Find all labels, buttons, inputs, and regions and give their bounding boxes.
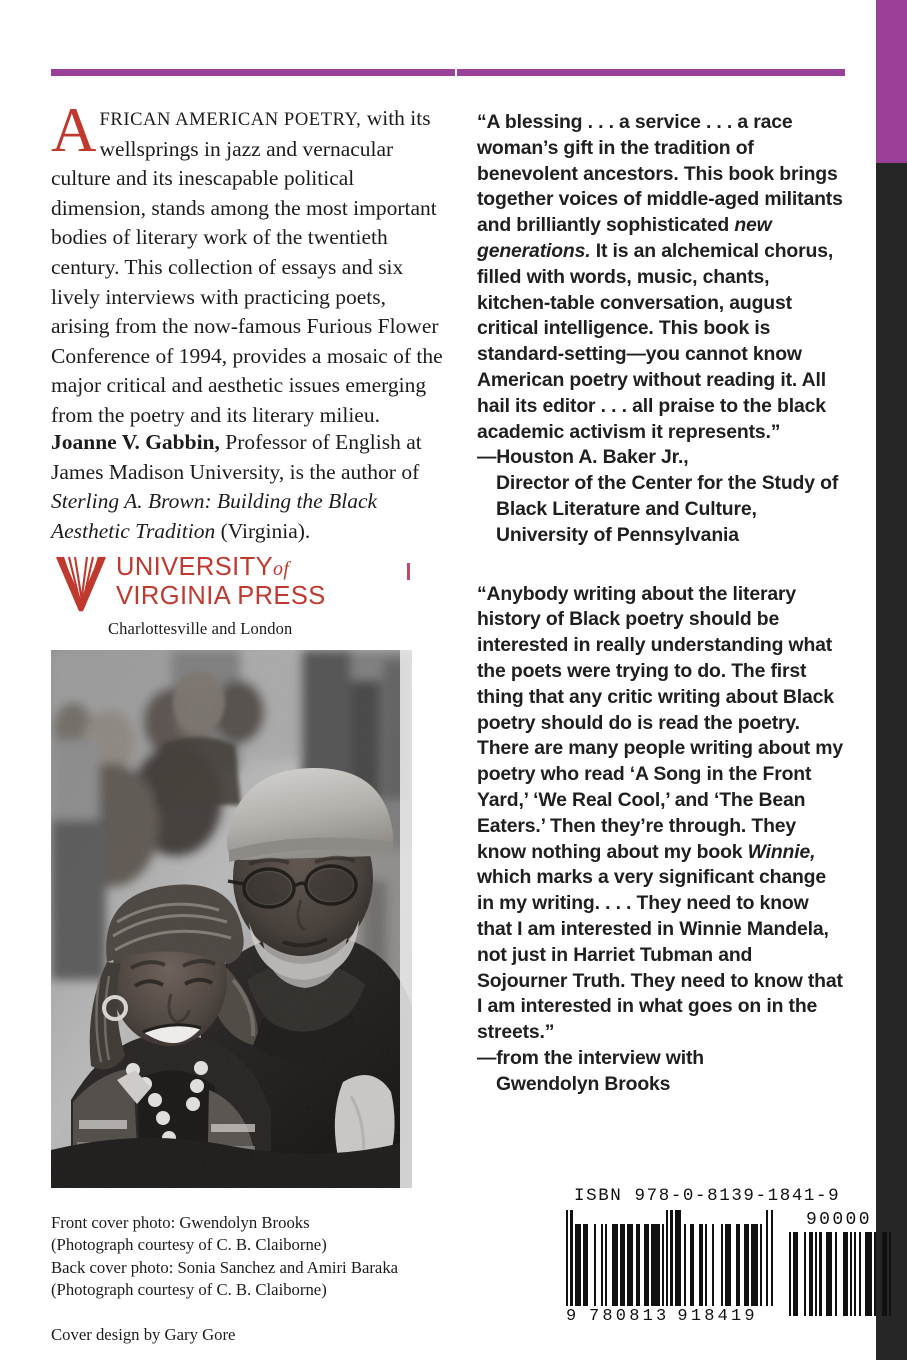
credit-line-3: Back cover photo: Sonia Sanchez and Amiri Baraka <box>51 1257 399 1277</box>
author-previous-book-title: Sterling A. Brown: Building the Black Aesthetic Tradition <box>51 489 378 543</box>
blurb-1-part-1: “A blessing . . . a service . . . a race woman’s gift in the tradition of benevolent ancestors. This book brings together voices of middle-aged militants and brilliantly sophisticated <box>477 111 843 237</box>
barcode-block <box>566 1186 872 1326</box>
blurb-2-attribution <box>477 1046 845 1098</box>
isbn-label: ISBN 978-0-8139-1841-9 <box>574 1186 841 1206</box>
blurb-2-attrib-name: —from the interview with <box>477 1046 704 1069</box>
publisher-university-word: UNIVERSITY <box>116 553 274 581</box>
ean-left-group: 780813 <box>589 1307 670 1326</box>
publisher-logo-line-2: VIRGINIA PRESS <box>116 582 326 610</box>
blurb-1-attrib-name: —Houston A. Baker Jr., <box>477 446 689 469</box>
ean13-bar-pattern <box>566 1210 773 1306</box>
ean-digit-first: 9 <box>566 1307 578 1326</box>
credits-spacer <box>51 1302 471 1324</box>
publisher-logo-line-1 <box>116 554 326 583</box>
addon-digits: 90000 <box>805 1210 872 1230</box>
spine-strip-dark <box>876 163 907 1360</box>
blurb-1-italic-phrase: new generations. <box>477 214 772 262</box>
photo-credits <box>51 1212 471 1346</box>
ean13-digits <box>566 1307 773 1326</box>
publisher-of-word: of <box>273 558 290 580</box>
publisher-cities: Charlottesville and London <box>108 619 293 638</box>
top-rule-notch <box>455 69 457 76</box>
cover-designer-credit: Cover design by Gary Gore <box>51 1324 236 1344</box>
top-purple-rule <box>51 69 845 76</box>
drop-cap-letter: A <box>51 95 97 165</box>
author-affiliation: Professor of English at James Madison University, is the author of <box>51 430 422 484</box>
credit-line-4: (Photograph courtesy of C. B. Claiborne) <box>51 1280 327 1300</box>
author-name: Joanne V. Gabbin, <box>51 430 220 454</box>
blurb-quote-2 <box>477 582 845 1046</box>
credit-line-2: (Photograph courtesy of C. B. Claiborne) <box>51 1235 327 1255</box>
blurb-2-italic-title: Winnie, <box>747 840 816 863</box>
back-cover-photograph <box>51 650 412 1188</box>
addon-bar-pattern <box>787 1232 891 1316</box>
author-book-publisher: (Virginia). <box>215 518 311 543</box>
ean-right-group: 918419 <box>677 1307 758 1326</box>
blurb-2-part-1: “Anybody writing about the literary history of Black poetry should be interested in really understanding what the poets were trying to do. The first thing that any critic writing about Black poetry should do is read the poetry. There are many people writing about my poetry who read ‘A Song in the Front Yard,’ ‘We Real Cool,’ and ‘The Bean Eaters.’ Then they’re through. They know nothing about my book <box>477 582 844 863</box>
blurb-1-attribution <box>477 445 845 548</box>
blurb-2-part-2: which marks a very significant change in my writing. . . . They need to know that I am interested in Winnie Mandela, not just in Harriet Tubman and Sojourner Truth. They need to know that I am interested in what goes on in the streets.” <box>477 866 843 1044</box>
blurb-2-wrapper <box>477 582 845 1098</box>
registration-tick-mark <box>407 563 410 580</box>
blurb-2-attrib-detail: Gwendolyn Brooks <box>496 1072 671 1095</box>
publisher-logo-block <box>55 552 355 639</box>
description-body: with its wellsprings in jazz and vernacular culture and its inescapable political dimension, stands among the most important bodies of literary work of the twentieth century. This collection of essays and six lively interviews with practicing poets, arising from the now-famous Furious Flower Conference of 1994, provides a mosaic of the major critical and aesthetic issues emerging from the poetry and its literary milieu. <box>51 106 443 427</box>
description-smallcaps: FRICAN AMERICAN POETRY, <box>99 109 362 130</box>
book-description <box>51 95 443 431</box>
right-column-blurbs <box>477 110 845 1097</box>
blurb-1-attrib-detail: Director of the Center for the Study of Black Literature and Culture, University of Pennsylvania <box>496 472 839 546</box>
left-column <box>51 95 443 431</box>
uva-press-v-logo-icon <box>55 554 107 614</box>
blurb-quote-1 <box>477 110 845 445</box>
blurb-1-part-2: It is an alchemical chorus, filled with words, music, chants, kitchen-table conversation, august critical intelligence. This book is standard-setting—you cannot know American poetry without reading it. All hail its editor . . . all praise to the black academic activism it represents.” <box>477 239 834 443</box>
author-biography <box>51 428 449 546</box>
spine-strip-purple <box>876 0 907 163</box>
credit-line-1: Front cover photo: Gwendolyn Brooks <box>51 1213 310 1232</box>
ean13-barcode <box>566 1210 773 1326</box>
barcode-addon <box>787 1210 891 1316</box>
